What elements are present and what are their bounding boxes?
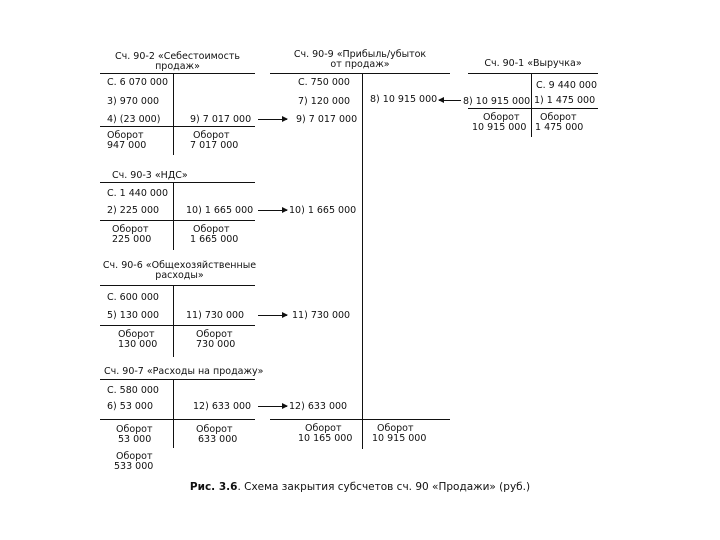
account-90-9-entry-7: 7) 120 000 [298,96,351,107]
account-90-6-title-line1: Сч. 90-6 «Общехозяйственные [102,260,257,271]
account-90-9-credit-turnover: 10 915 000 [372,433,427,444]
account-90-7-debit-turnover: 53 000 [118,434,152,445]
figure-caption-text: . Схема закрытия субсчетов сч. 90 «Продажи» (руб.) [237,481,531,493]
account-90-9-entry-10: 10) 1 665 000 [289,205,357,216]
account-90-9-debit-turnover: 10 165 000 [298,433,353,444]
account-90-3-divider [173,182,174,250]
account-90-1-credit-turnover: 1 475 000 [535,122,584,133]
account-90-2-top-rule [100,73,255,74]
account-90-2-debit-turnover-label: Оборот [107,130,144,141]
account-90-1-debit-turnover-label: Оборот [483,112,520,123]
account-90-9-entry-11: 11) 730 000 [292,310,351,321]
account-90-6-entry-5: 5) 130 000 [107,310,160,321]
account-90-1-turnover-rule [468,108,598,109]
figure-caption [0,481,720,493]
arrow-8-to-90-9 [439,100,461,101]
account-90-7-credit-turnover-label: Оборот [196,424,233,435]
account-90-7-entry-6: 6) 53 000 [107,401,154,412]
account-90-6-turnover-rule [100,325,255,326]
account-90-2-turnover-rule [100,126,255,127]
account-90-7-top-rule [100,379,255,380]
account-90-7-divider [173,379,174,448]
account-90-9-credit-turnover-label: Оборот [377,423,414,434]
account-90-7-title: Сч. 90-7 «Расходы на продажу» [104,366,264,377]
account-90-7-debit-turnover-label: Оборот [116,424,153,435]
account-90-3-top-rule [100,182,255,183]
account-90-3-opening: С. 1 440 000 [107,188,169,199]
account-90-1-top-rule [468,73,598,74]
account-90-3-turnover-rule [100,220,255,221]
account-90-3-debit-turnover: 225 000 [112,234,152,245]
account-90-9-turnover-rule [270,419,450,420]
account-90-9-title-line1: Сч. 90-9 «Прибыль/убыток [293,49,427,60]
account-90-2-credit-turnover-label: Оборот [193,130,230,141]
account-90-9-divider [362,73,363,449]
arrow-9-to-90-9 [258,119,287,120]
account-90-2-title-line1: Сч. 90-2 «Себестоимость [115,51,240,62]
account-90-1-opening: С. 9 440 000 [536,80,598,91]
account-90-2-credit-turnover: 7 017 000 [190,140,239,151]
account-90-6-divider [173,285,174,357]
account-90-1-entry-1: 1) 1 475 000 [534,95,596,106]
account-90-2-divider [173,73,174,155]
account-90-6-credit-turnover-label: Оборот [196,329,233,340]
account-90-2-title-line2: продаж» [155,61,200,72]
account-90-6-entry-11: 11) 730 000 [186,310,245,321]
arrow-11-to-90-9 [258,315,287,316]
account-90-9-top-rule [270,73,450,74]
account-90-7-extra-turnover-label: Оборот [116,451,153,462]
account-90-3-credit-turnover: 1 665 000 [190,234,239,245]
account-90-7-credit-turnover: 633 000 [198,434,238,445]
account-90-6-title-line2: расходы» [155,270,204,281]
account-90-9-debit-turnover-label: Оборот [305,423,342,434]
account-90-3-title: Сч. 90-3 «НДС» [112,170,188,181]
account-90-2-entry-4: 4) (23 000) [107,114,161,125]
account-90-2-entry-9: 9) 7 017 000 [190,114,252,125]
account-90-1-entry-8: 8) 10 915 000 [463,96,531,107]
account-90-6-opening: С. 600 000 [107,292,159,303]
account-90-9-title-line2: от продаж» [330,59,390,70]
account-90-3-debit-turnover-label: Оборот [112,224,149,235]
account-90-2-debit-turnover: 947 000 [107,140,147,151]
account-90-9-entry-8: 8) 10 915 000 [370,94,438,105]
account-90-6-top-rule [100,285,255,286]
account-90-6-debit-turnover: 130 000 [118,339,158,350]
account-90-1-debit-turnover: 10 915 000 [472,122,527,133]
account-90-3-entry-2: 2) 225 000 [107,205,160,216]
account-90-6-debit-turnover-label: Оборот [118,329,155,340]
account-90-9-entry-9: 9) 7 017 000 [296,114,358,125]
account-90-7-turnover-rule [100,419,255,420]
account-90-1-title: Сч. 90-1 «Выручка» [484,58,582,69]
account-90-7-extra-turnover: 533 000 [114,461,154,472]
arrow-10-to-90-9 [258,210,287,211]
account-90-6-credit-turnover: 730 000 [196,339,236,350]
account-90-2-opening: С. 6 070 000 [107,77,169,88]
figure-caption-label: Рис. 3.6 [189,481,238,493]
account-90-2-entry-3: 3) 970 000 [107,96,160,107]
account-90-9-entry-12: 12) 633 000 [289,401,348,412]
account-90-1-credit-turnover-label: Оборот [540,112,577,123]
account-90-3-entry-10: 10) 1 665 000 [186,205,254,216]
account-90-7-entry-12: 12) 633 000 [193,401,252,412]
arrow-12-to-90-9 [258,406,287,407]
account-90-1-divider [531,73,532,137]
account-90-7-opening: С. 580 000 [107,385,159,396]
account-90-9-opening: С. 750 000 [298,77,350,88]
account-90-3-credit-turnover-label: Оборот [193,224,230,235]
